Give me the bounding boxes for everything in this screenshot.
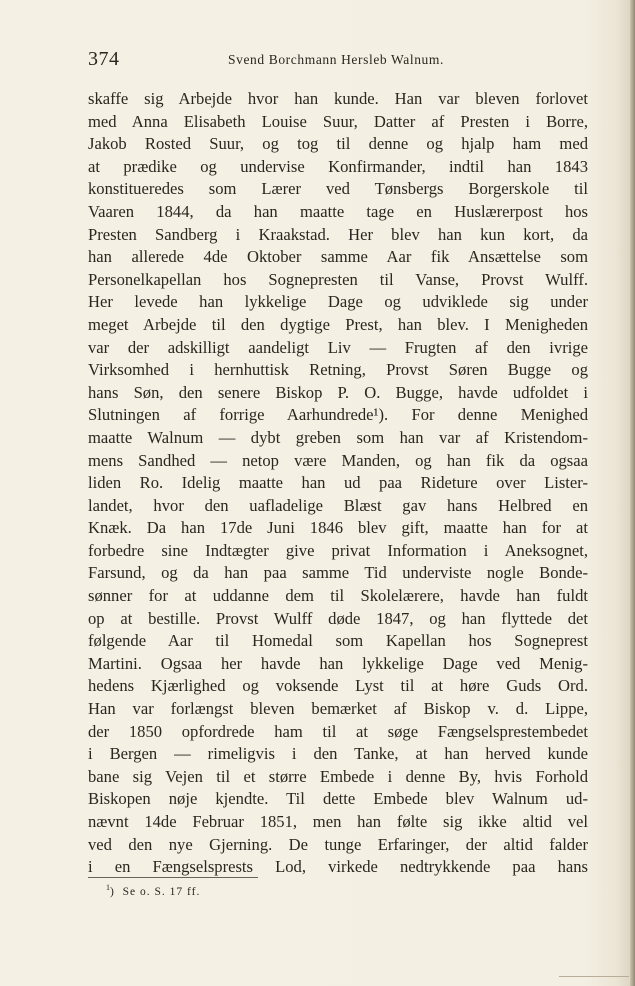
footnote: $^1$) Se o. S. 17 ff.: [106, 883, 201, 898]
text-line: følgende Aar til Homedal som Kapellan hos Sogneprest: [88, 631, 588, 651]
text-line: sønner for at uddanne dem til Skolelærere, havde han fuldt: [88, 586, 588, 606]
page-bottom-mark: [559, 976, 629, 977]
text-line: skaffe sig Arbejde hvor han kunde. Han var bleven forlovet: [88, 89, 588, 108]
text-line: han allerede 4de Oktober samme Aar fik Ansættelse som: [88, 247, 588, 267]
page-edge: [630, 0, 635, 986]
text-line: hedens Kjærlighed og voksende Lyst til at høre Guds Ord.: [88, 676, 588, 696]
text-line: Her levede han lykkelige Dage og udviklede sig under: [88, 292, 588, 312]
text-line: var der adskilligt aandeligt Liv — Frugten af den ivrige: [88, 337, 588, 357]
text-line: meget Arbejde til den dygtige Prest, han blev. I Menigheden: [88, 314, 588, 334]
text-line: Presten Sandberg i Kraakstad. Her blev han kun kort, da: [88, 224, 588, 244]
footnote-divider: [88, 877, 258, 878]
text-line: landet, hvor den uafladelige Blæst gav hans Helbred en: [88, 495, 588, 515]
text-line: Knæk. Da han 17de Juni 1846 blev gift, maatte han for at: [88, 518, 588, 538]
text-line: hans Søn, den senere Biskop P. O. Bugge, havde udfoldet i: [88, 382, 588, 402]
footnote-marker: 1: [106, 883, 110, 892]
text-line: Virksomhed i hernhuttisk Retning, Provst Søren Bugge og: [88, 360, 588, 380]
page-header: [88, 48, 588, 76]
text-line: at prædike og undervise Konfirmander, indtil han 1843: [88, 156, 588, 176]
page-number: 374: [88, 48, 120, 70]
text-line: Farsund, og da han paa samme Tid underviste nogle Bonde-: [88, 563, 588, 583]
text-line: mens Sandhed — netop være Manden, og han fik da ogsaa: [88, 450, 588, 470]
body-text: [88, 88, 588, 879]
text-line: Personelkapellan hos Sognepresten til Vanse, Provst Wulff.: [88, 269, 588, 289]
text-line: liden Ro. Idelig maatte han ud paa Rideture over Lister-: [88, 473, 588, 493]
running-title: Svend Borchmann Hersleb Walnum.: [228, 52, 444, 67]
text-line: konstitueredes som Lærer ved Tønsbergs Borgerskole til: [88, 179, 588, 199]
text-line: Vaaren 1844, da han maatte tage en Huslærerpost hos: [88, 201, 588, 221]
text-line: nævnt 14de Februar 1851, men han følte sig ikke altid vel: [88, 812, 588, 831]
footnote-text: Se o. S. 17 ff.: [122, 885, 201, 898]
text-line: i en Fængselsprests Lod, virkede nedtrykkende paa hans: [88, 857, 588, 877]
text-line: med Anna Elisabeth Louise Suur, Datter af Presten i Borre,: [88, 111, 588, 131]
text-line: op at bestille. Provst Wulff døde 1847, og han flyttede det: [88, 608, 588, 628]
text-line: Biskopen nøje kjendte. Til dette Embede blev Walnum ud-: [88, 789, 588, 809]
text-line: maatte Walnum — dybt greben som han var af Kristendom-: [88, 427, 588, 447]
text-line: ved den nye Gjerning. De tunge Erfaringer, der altid falder: [88, 834, 588, 854]
text-line: Han var forlængst bleven bemærket af Biskop v. d. Lippe,: [88, 699, 588, 719]
text-line: i Bergen — rimeligvis i den Tanke, at han herved kunde: [88, 744, 588, 764]
text-line: Slutningen af forrige Aarhundrede¹). For denne Menighed: [88, 405, 588, 425]
text-line: bane sig Vejen til et større Embede i denne By, hvis Forhold: [88, 766, 588, 786]
text-line: der 1850 opfordrede ham til at søge Fængselsprestembedet: [88, 721, 588, 741]
text-line: forbedre sine Indtægter give privat Information i Aneksognet,: [88, 540, 588, 560]
text-line: Martini. Ogsaa her havde han lykkelige Dage ved Menig-: [88, 653, 588, 673]
text-line: Jakob Rosted Suur, og tog til denne og hjalp ham med: [88, 134, 588, 154]
